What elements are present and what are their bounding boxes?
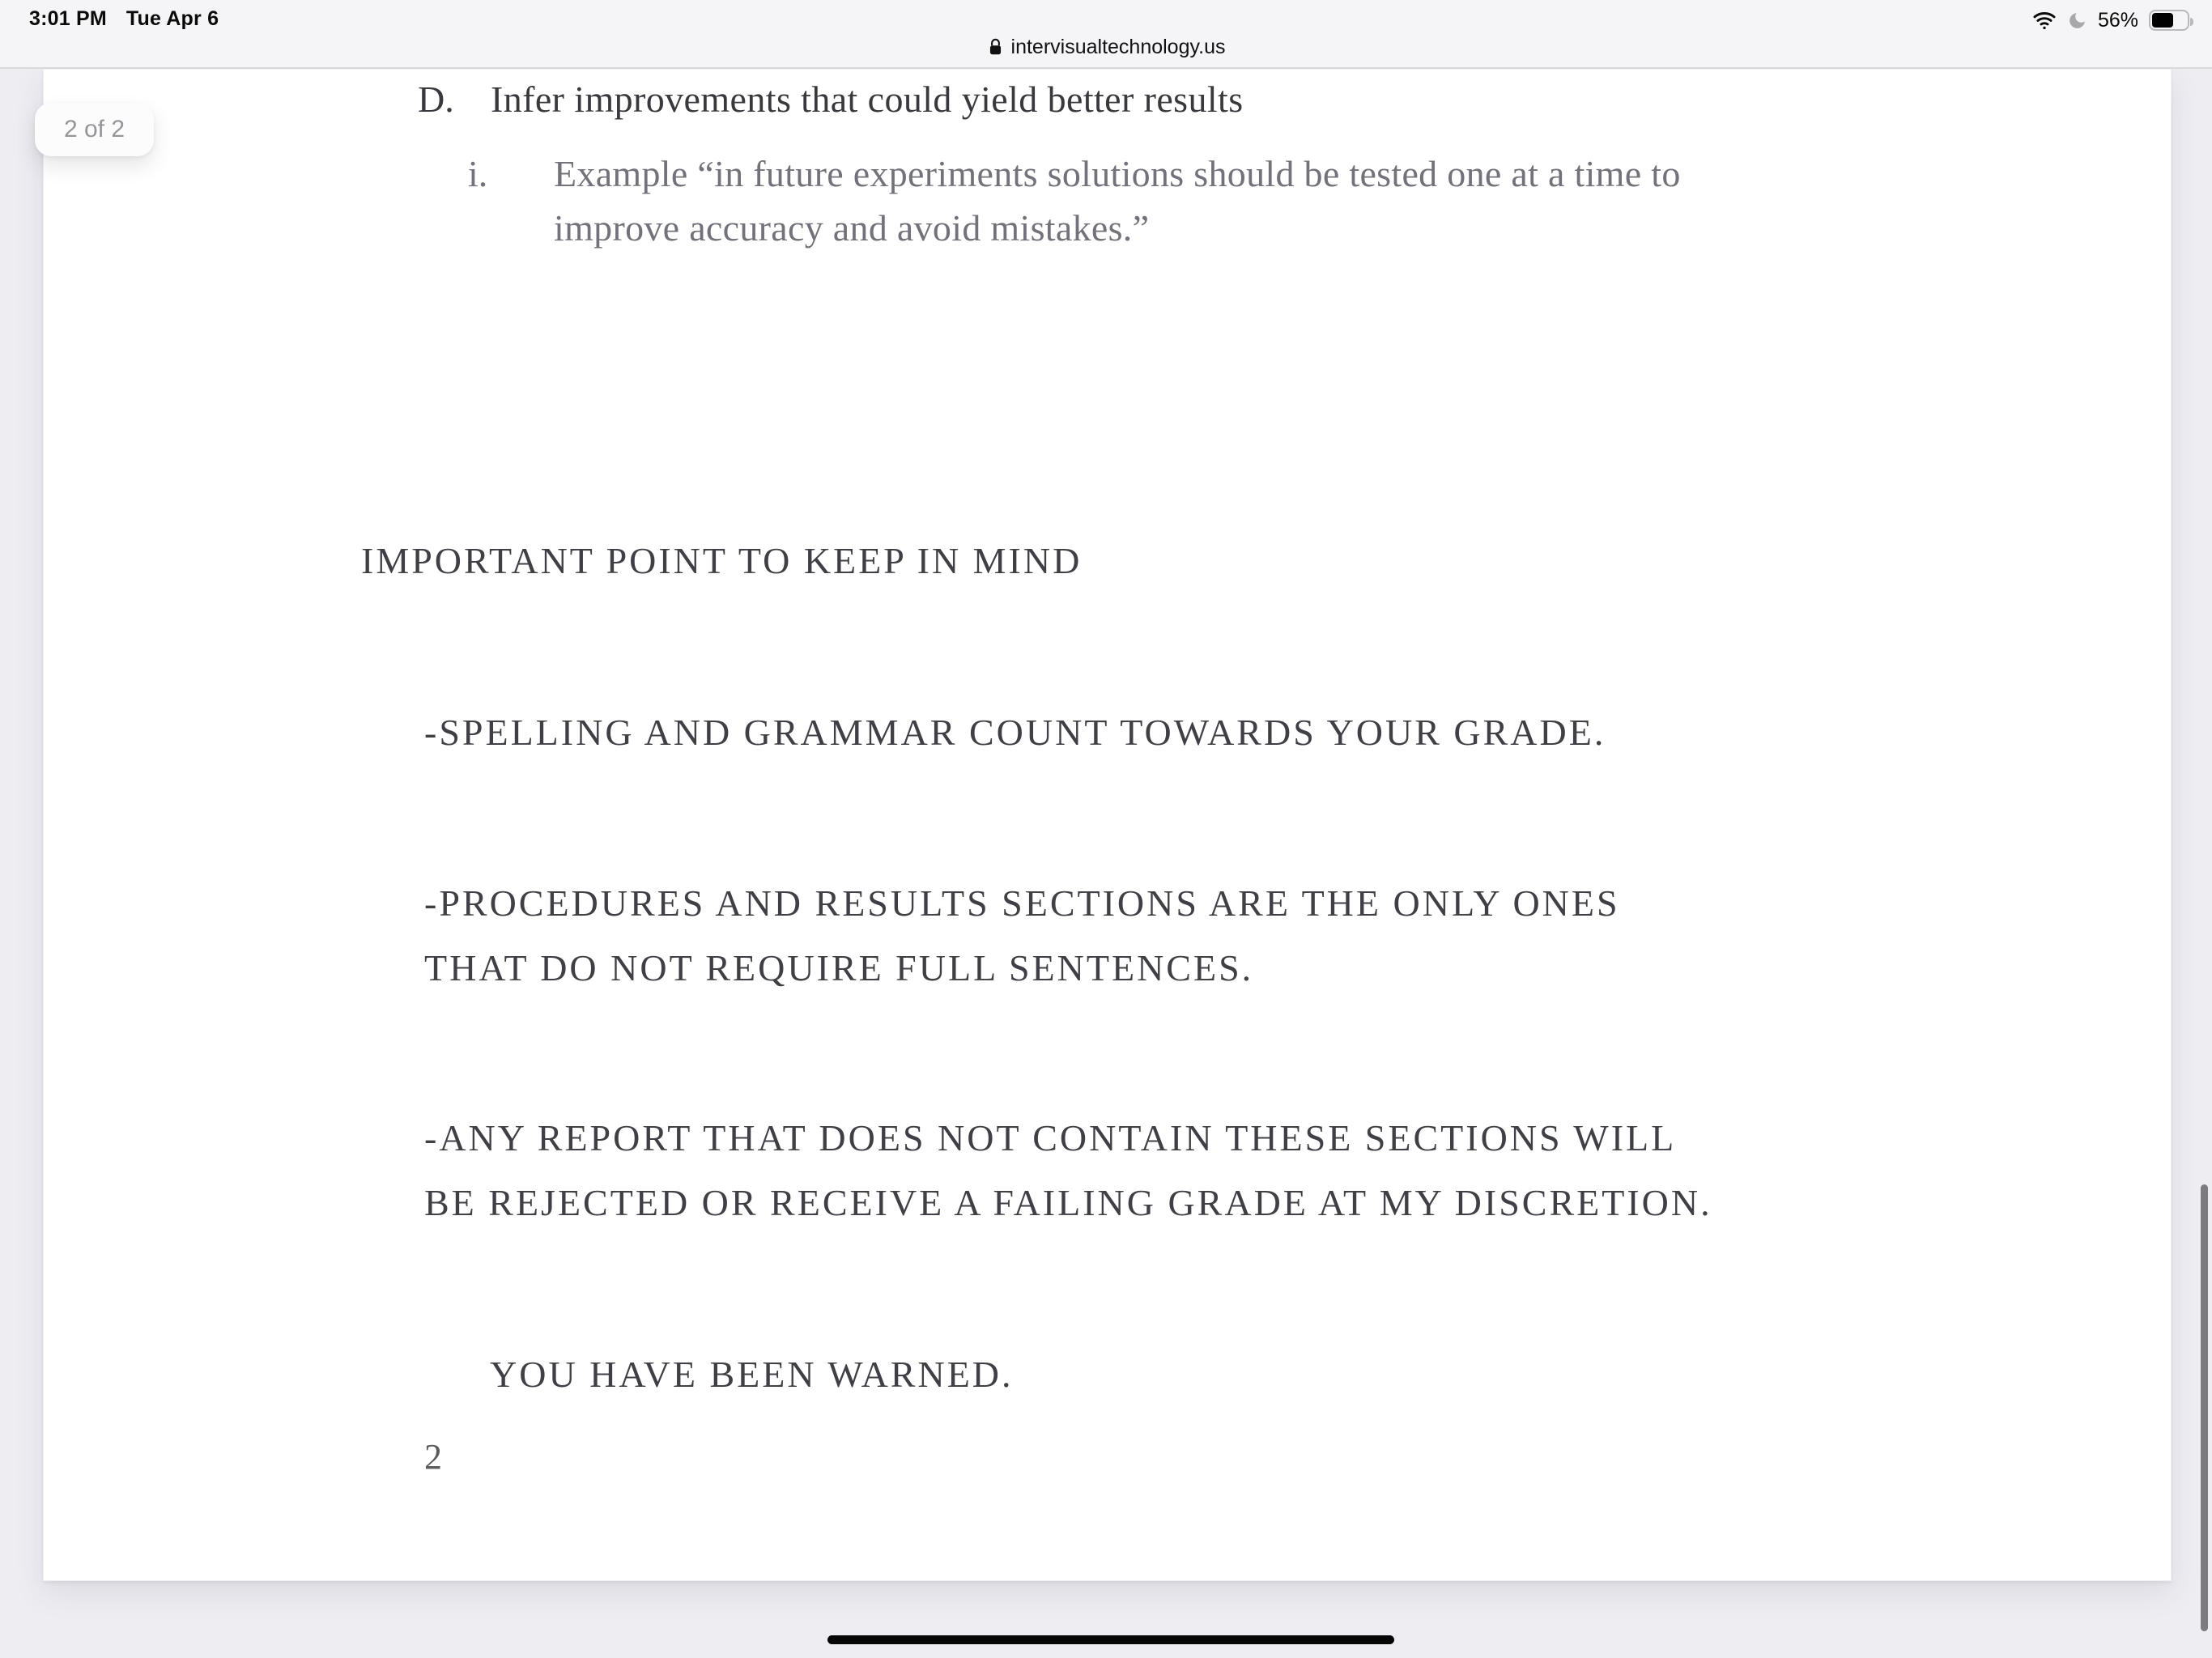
point-line: -SPELLING AND GRAMMAR COUNT TOWARDS YOUR GRADE.	[424, 712, 1606, 753]
home-indicator[interactable]	[827, 1635, 1394, 1644]
battery-nub	[2190, 18, 2194, 26]
warning-line: YOU HAVE BEEN WARNED.	[490, 1354, 1014, 1395]
page-indicator	[35, 103, 154, 156]
point-line: -PROCEDURES AND RESULTS SECTIONS ARE THE ONLY ONES	[424, 882, 1620, 924]
outline-item-text: Infer improvements that could yield better results	[491, 79, 1244, 120]
point-line: THAT DO NOT REQUIRE FULL SENTENCES.	[424, 947, 1254, 988]
point-spelling	[424, 700, 1606, 765]
document-page[interactable]	[43, 69, 2172, 1581]
crescent-moon-icon	[2067, 11, 2087, 31]
example-item-marker: i.	[468, 153, 488, 194]
battery-percent-label: 56%	[2097, 8, 2138, 32]
status-date: Tue Apr 6	[125, 7, 219, 30]
safari-toolbar	[0, 0, 2212, 69]
example-line: improve accuracy and avoid mistakes.”	[554, 207, 1150, 249]
point-rejection	[424, 1106, 1712, 1235]
outline-item-marker: D.	[418, 79, 454, 120]
battery-icon	[2149, 10, 2189, 31]
wifi-icon	[2032, 10, 2057, 31]
page-indicator-label: 2 of 2	[63, 116, 125, 142]
point-line: -ANY REPORT THAT DOES NOT CONTAIN THESE SECTIONS WILL	[424, 1117, 1677, 1158]
address-bar[interactable]	[0, 33, 2212, 61]
outline-item-d	[44, 77, 2171, 122]
status-bar-right	[2032, 6, 2189, 34]
address-bar-url: intervisualtechnology.us	[1010, 35, 1226, 58]
example-item-text	[554, 147, 1681, 255]
page-number: 2	[424, 1437, 442, 1477]
status-bar-left	[29, 7, 219, 31]
point-line: BE REJECTED OR RECEIVE A FAILING GRADE AT MY DISCRETION.	[424, 1182, 1712, 1223]
point-procedures	[424, 871, 1620, 1001]
lock-icon	[987, 37, 1004, 57]
scrollbar-thumb[interactable]	[2201, 1184, 2208, 1631]
example-line: Example “in future experiments solutions should be tested one at a time to	[554, 153, 1681, 194]
status-time: 3:01 PM	[29, 7, 107, 30]
important-heading: IMPORTANT POINT TO KEEP IN MIND	[361, 540, 1083, 581]
battery-fill	[2152, 13, 2173, 28]
